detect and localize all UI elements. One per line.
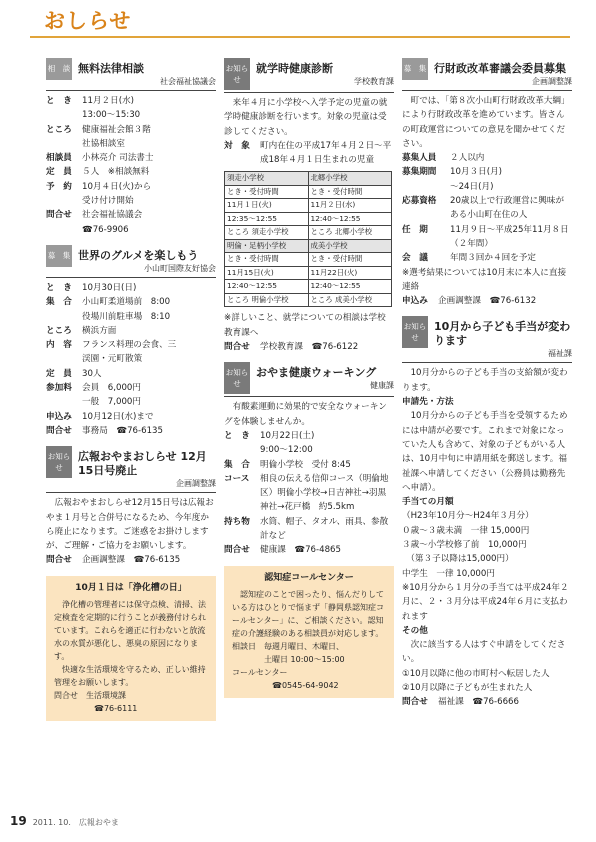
- info-rows: と き 10月30日(日) 集 合 小山町柔道場前 8:00 役場川前駐車場 8:10 ところ 横浜方面 内 容 フランス料理の会食、三 渓園・元町散策 定 員 30人 参加料 会員 6,000円 一般 7,000円 申込み 10月12日(水)まで 問合せ 事務局 ☎76-6135: [46, 282, 177, 436]
- dementia-box: 認知症コールセンター 認知症のことで困ったり、悩んだりしている方はひとりで悩まず「静岡県認知症コールセンター」に、ご相談ください。認知症の介護経験のある相談員が対応します。 相談日 毎週月曜日、木曜日、 土曜日 10:00～15:00 コールセンター ☎0545-64-9042: [224, 566, 394, 698]
- school-schedule-table: 須走小学校 北郷小学校 とき・受付時間 とき・受付時間 11月１日(火) 11月２日(水) 12:35～12:55 12:40～12:55 ところ 須走小学校 ところ 北郷小学校 明倫・足柄小学校 成美小学校 とき・受付時間 とき・受付時間 11月15日(火) 11月22日(火) 12:40～12:55 12:40～12:55 ところ 明倫小学校 ところ 成美小学校: [224, 171, 392, 307]
- column-1: [46, 58, 216, 721]
- box-contact: 問合せ 生活環境課: [54, 690, 126, 700]
- category-tag: 相 談: [46, 58, 72, 80]
- box-title: 10月１日は「浄化槽の日」: [75, 582, 187, 593]
- gourmet-article: [46, 245, 216, 438]
- article-title: 広報おやまおしらせ 12月15日号廃止: [78, 450, 207, 478]
- page-header: [30, 6, 570, 38]
- article-body: 町では、「第８次小山町行財政改革大綱」により行財政改革を進めています。皆さんの町政運営についての意見を聞かせてください。: [402, 96, 570, 149]
- department: 企画調整課: [532, 77, 572, 86]
- article-body: 来年４月に小学校へ入学予定の児童の就学時健康診断を行います。対象の児童は受診してください。: [224, 98, 388, 137]
- article-title: 無料法律相談: [78, 62, 144, 75]
- box-tel: ☎76-6111: [94, 703, 138, 713]
- category-tag: お知らせ: [46, 446, 72, 478]
- article-title: 世界のグルメを楽しもう: [78, 248, 199, 262]
- article-body: 10月分からの子ども手当の支給額が変わります。: [402, 368, 568, 393]
- article-title: 行財政改革審議会委員募集: [434, 62, 566, 75]
- department: 小山町国際友好協会: [144, 263, 216, 273]
- department: 社会福祉協議会: [160, 77, 216, 86]
- box-title: 認知症コールセンター: [264, 572, 354, 583]
- article-title: 就学時健康診断: [256, 62, 333, 75]
- info-rows: と き 11月２日(水) 13:00～15:30 ところ 健康福祉会館３階 社協相談室 相談員 小林亮介 司法書士 定 員 ５人 ※相談無料 予 約 10月４日(火)から 受け付け開始 問合せ 社会福祉協議会 ☎76-9906: [46, 96, 154, 235]
- department: 健康課: [370, 381, 394, 391]
- jokaso-box: [46, 576, 216, 721]
- box-text: 認知症のことで困ったり、悩んだりしている方はひとりで悩まず「静岡県認知症コールセンター」に、ご相談ください。認知症の介護経験のある相談員が対応します。: [232, 589, 384, 638]
- page-title: おしらせ: [44, 9, 132, 33]
- article-title: 10月から子ども手当が変わります: [434, 320, 571, 348]
- page-footer: [10, 814, 119, 830]
- category-tag: お知らせ: [224, 362, 250, 394]
- article-body: 広報おやまおしらせ12月15日号は広報おやま１月号と合併号になるため、今年度から廃止になります。ご迷惑をお掛けしますが、ご理解・ご協力をお願いします。: [46, 498, 214, 552]
- note: ※詳しいこと、就学についての相談は学校教育課へ: [224, 313, 386, 338]
- department: 学校教育課: [354, 77, 394, 86]
- health-check-article: お知らせ 就学時健康診断 学校教育課 来年４月に小学校へ入学予定の児童の就学時健康診断を行います。対象の児童は受診してください。 対 象 町内在住の平成17年４月２日～平成18年４月１日生まれの児童 須走小学校 北郷小学校 とき・受付時間 とき・受付時間 11月１日(火) 11月２日(水) 12:35～12:55 12:40～12:55 ところ 須走小学校 ところ 北郷小学校 明倫・足柄小学校 成美小学校 とき・受付時間 とき・受付時間 11月15日(火) 11月22日(火) 12:40～12:55 12:40～12:55 ところ 明倫小学校 ところ 成美小学校 ※詳しいこと、就学についての相談は学校教育課へ 問合せ 学校教育課 ☎76-6122: [224, 58, 394, 354]
- department: 企画調整課: [176, 479, 216, 489]
- category-tag: お知らせ: [224, 58, 250, 90]
- page-number: 19: [10, 814, 27, 828]
- note: ※選考結果については10月末に本人に直接連絡: [402, 267, 567, 292]
- article-body: 有酸素運動に効果的で安全なウォーキングを体験しませんか。: [224, 402, 387, 427]
- law-consultation-article: [46, 58, 216, 237]
- child-allowance-article: お知らせ 10月から子ども手当が変わります 福祉課 10月分からの子ども手当の支給額が変わります。 申請先・方法 10月分からの子ども手当を受領するためには申請が必要です。これまで対象になっていた人も含めて、対象の子どもがいる人は、10月中旬に申請用紙を郵送します。福祉課へ申請してください（公務員は勤務先へ申請）。 手当ての月額 （H23年10月分～H24年３月分） ０歳～３歳未満 一律 15,000円 ３歳～小学校修了前 10,000円 （第３子以降は15,000円） 中学生 一律 10,000円 ※10月分から１月分の手当ては平成24年２月に、２・３月分は平成24年６月に支払われます その他 次に該当する人はすぐ申請をしてください。 ①10月以降に他の市町村へ転居した人 ②10月以降に子どもが生まれた人 問合せ 福祉課 ☎76-6666: [402, 316, 572, 709]
- walking-article: お知らせ おやま健康ウォーキング 健康課 有酸素運動に効果的で安全なウォーキングを体験しませんか。 と き 10月22日(土) 9:00～12:00 集 合 明倫小学校 受付 8:45 コース 相良の伝える信仰コース（明倫地区）明倫小学校→日吉神社→羽黒神社→花戸橋 約5.5km 持ち物 水筒、帽子、タオル、雨具、参散計など 問合せ 健康課 ☎76-4865: [224, 362, 394, 557]
- department: 福祉課: [548, 349, 572, 359]
- article-title: おやま健康ウォーキング: [256, 366, 377, 380]
- category-tag: 募 集: [402, 58, 428, 80]
- category-tag: 募 集: [46, 245, 72, 267]
- column-2: [224, 58, 394, 698]
- committee-article: 募 集 行財政改革審議会委員募集 企画調整課 町では、「第８次小山町行財政改革大綱」により行財政改革を進めています。皆さんの町政運営についての意見を聞かせてください。 募集人員 ２人以内 募集期間 10月３日(月) ～24日(月) 応募資格 20歳以上で行政運営に興味がある小山町在住の人 任 期 11月９日～平成25年11月８日（２年間） 会 議 年間３回か４回を予定 ※選考結果については10月末に本人に直接連絡 申込み 企画調整課 ☎76-6132: [402, 58, 572, 308]
- box-text: 浄化槽の管理者には保守点検、清掃、法定検査を定期的に行うことが義務付けられています。これらを適正に行わないと放流水の水質が悪化し、悪臭の原因になります。: [54, 599, 206, 661]
- column-3: [402, 58, 572, 718]
- category-tag: お知らせ: [402, 316, 428, 348]
- box-text: 快適な生活環境を守るため、正しい維持管理をお願いします。: [54, 664, 206, 687]
- koho-article: お知らせ 広報おやまおしらせ 12月15日号廃止 企画調整課 広報おやまおしらせ12月15日号は広報おやま１月号と合併号になるため、今年度から廃止になります。ご迷惑をお掛けしますが、ご理解・ご協力をお願いします。 問合せ 企画調整課 ☎76-6135: [46, 446, 216, 567]
- issue-label: 2011. 10. 広報おやま: [32, 818, 119, 827]
